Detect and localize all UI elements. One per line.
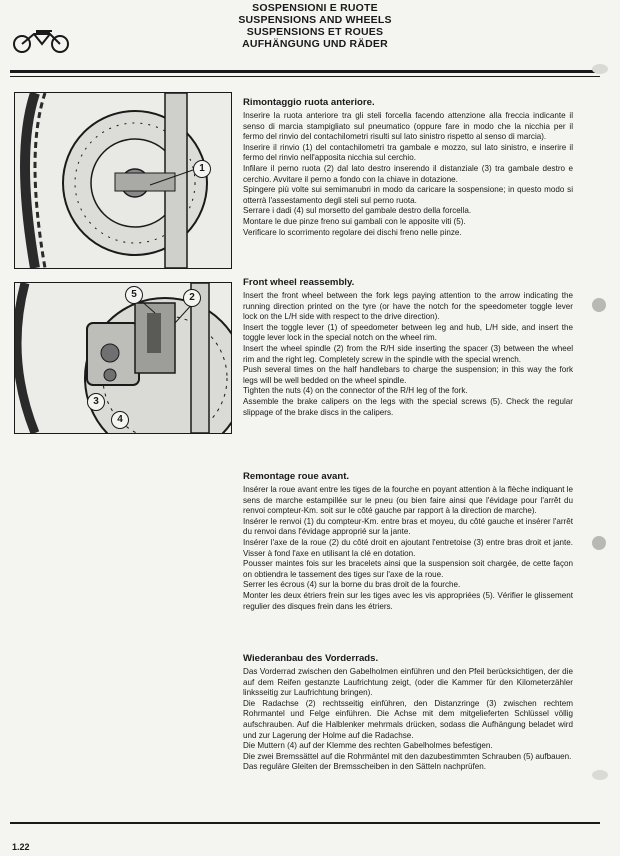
paragraph: Insert the front wheel between the fork legs paying attention to the arrow indicating the running direction printed on the tyre (or have the notch for the speedometer toggle lever lock on the L/H side with respect to the drive direction). <box>243 291 573 322</box>
section-french <box>243 470 573 612</box>
callout-3: 3 <box>87 393 105 411</box>
section-german <box>243 652 573 773</box>
figure-brake-caliper <box>14 282 232 434</box>
paragraph: Montare le due pinze freno sui gambali con le apposite viti (5). <box>243 216 466 226</box>
callout-2: 2 <box>183 289 201 307</box>
section-body <box>243 667 573 773</box>
paragraph: Pousser maintes fois sur les bracelets ainsi que la suspension soit chargée, de cette façon on obtiendra le tassement des tiges sur l'axe de la roue. <box>243 559 573 579</box>
paragraph: Insert the wheel spindle (2) from the R/H side inserting the spacer (3) between the wheel rim and the right leg. Completely screw in the spindle with the special wrench. <box>243 343 573 364</box>
title-it: SOSPENSIONI E RUOTE <box>252 2 378 14</box>
paragraph: Insérer la roue avant entre les tiges de la fourche en poyant attention à la flèche indiquant le sens de marche estampillée sur le pneu (ou bien faire ainsi que l'évidage pour l'arrêt du renvoi compteur-Km. soit sur le côté gauche par rapport à la direction de marche). <box>243 485 573 516</box>
section-body <box>243 291 573 418</box>
paragraph: Insert the toggle lever (1) of speedometer between leg and hub, L/H side, and insert the toggle lever lock in the special notch on the wheel rim. <box>243 322 573 343</box>
binder-hole <box>592 536 606 550</box>
section-title: Wiederanbau des Vorderrads. <box>243 653 379 664</box>
section-body <box>243 485 573 612</box>
page-titles <box>200 2 430 50</box>
section-title: Rimontaggio ruota anteriore. <box>243 97 375 108</box>
header-rule-thin <box>10 76 600 77</box>
paragraph: Assemble the brake calipers on the legs with the special screws (5). Check the regular slippage of the brake discs in the calipers. <box>243 396 573 417</box>
section-italian <box>243 96 573 238</box>
section-english <box>243 276 573 418</box>
paragraph: Spingere più volte sui semimanubri in modo da caricare la sospensione; in questo modo si otterrà l'assestamento degli steli sul perno ruota. <box>243 185 573 205</box>
callout-1: 1 <box>193 160 211 178</box>
title-de: AUFHÄNGUNG UND RÄDER <box>242 38 388 50</box>
motorcycle-icon <box>12 26 72 54</box>
smudge-mark <box>592 770 608 780</box>
paragraph: Inserire la ruota anteriore tra gli steli forcella facendo attenzione alla freccia indicante il senso di marcia stampigliato sul pneumatico (oppure fare in modo che la nicchia per il fermo del rinvio del contachilometri risulti sul lato sinistro rispetto al senso di marcia). <box>243 111 573 142</box>
caliper-illustration <box>15 283 231 433</box>
paragraph: Die Muttern (4) auf der Klemme des rechten Gabelholmes befestigen. <box>243 741 493 751</box>
figure-speedometer-drive <box>14 92 232 269</box>
paragraph: Insérer le renvoi (1) du compteur-Km. entre bras et moyeu, du côté gauche et insérer l'arrêt du renvoi dans l'évidage approprié sur la jante. <box>243 516 573 537</box>
smudge-mark <box>592 64 608 74</box>
paragraph: Serrer les écrous (4) sur la borne du bras droit de la fourche. <box>243 580 461 590</box>
paragraph: Inserire il rinvio (1) del contachilometri tra gambale e mozzo, sul lato sinistro, e inserire il fermo del rinvio nell'apposita nicchia sul cerchio. <box>243 142 573 163</box>
paragraph: Die Radachse (2) rechtsseitig einführen, den Distanzringe (3) zwischen rechtem Rohrmantel und Felge einführen. Die Achse mit dem mitgelieferten Schlüssel völlig aufschrauben. Auf die Halblenker mehrmals drücken, sodass die Aufhängung beladet wird und zur Lagerung der Holme auf die Radachse. <box>243 698 573 740</box>
binder-hole <box>592 298 606 312</box>
callout-5: 5 <box>125 286 143 304</box>
callout-4: 4 <box>111 411 129 429</box>
footer-rule <box>10 822 600 824</box>
section-title: Front wheel reassembly. <box>243 277 355 288</box>
header-rule <box>10 70 600 73</box>
paragraph: Serrare i dadi (4) sul morsetto del gambale destro della forcella. <box>243 206 472 216</box>
paragraph: Insérer l'axe de la roue (2) du côté droit en ajoutant l'entretoise (3) entre bras droit et jante. Visser à fond l'axe en utilisant la clé en dotation. <box>243 537 573 558</box>
paragraph: Monter les deux étriers frein sur les tiges avec les vis appropriées (5). Vérifier le glissement regulier des disques frein dans les étriers. <box>243 590 573 611</box>
paragraph: Die zwei Bremssättel auf die Rohrmäntel mit den dazubestimmten Schrauben (5) aufbauen. <box>243 751 572 761</box>
paragraph: Push several times on the half handlebars to charge the suspension; in this way the fork legs will be well bedded on the wheel spindle. <box>243 365 573 385</box>
paragraph: Infilare il perno ruota (2) dal lato destro inserendo il distanziale (3) tra gambale destro e cerchio. Avvitare il perno a fondo con la chiave in dotazione. <box>243 163 573 184</box>
paragraph: Das reguläre Gleiten der Bremsscheiben in den Sätteln nachprüfen. <box>243 762 486 772</box>
section-title: Remontage roue avant. <box>243 471 350 482</box>
page-header <box>0 0 620 60</box>
title-fr: SUSPENSIONS ET ROUES <box>246 26 384 38</box>
section-body <box>243 111 573 238</box>
paragraph: Tighten the nuts (4) on the connector of the R/H leg of the fork. <box>243 386 468 396</box>
paragraph: Das Vorderrad zwischen den Gabelholmen einführen und den Pfeil berücksichtigen, der die auf dem Reifen gestanzte Laufrichtung zeigt, (oder die Kammer für den Kilometerzähler linksseitig zur Laufrichtung bringen). <box>243 667 573 698</box>
title-en: SUSPENSIONS AND WHEELS <box>238 14 392 26</box>
page-number: 1.22 <box>12 842 30 852</box>
paragraph: Verificare lo scorrimento regolare dei dischi freno nelle pinze. <box>243 227 462 237</box>
wheel-illustration-1 <box>15 93 231 268</box>
